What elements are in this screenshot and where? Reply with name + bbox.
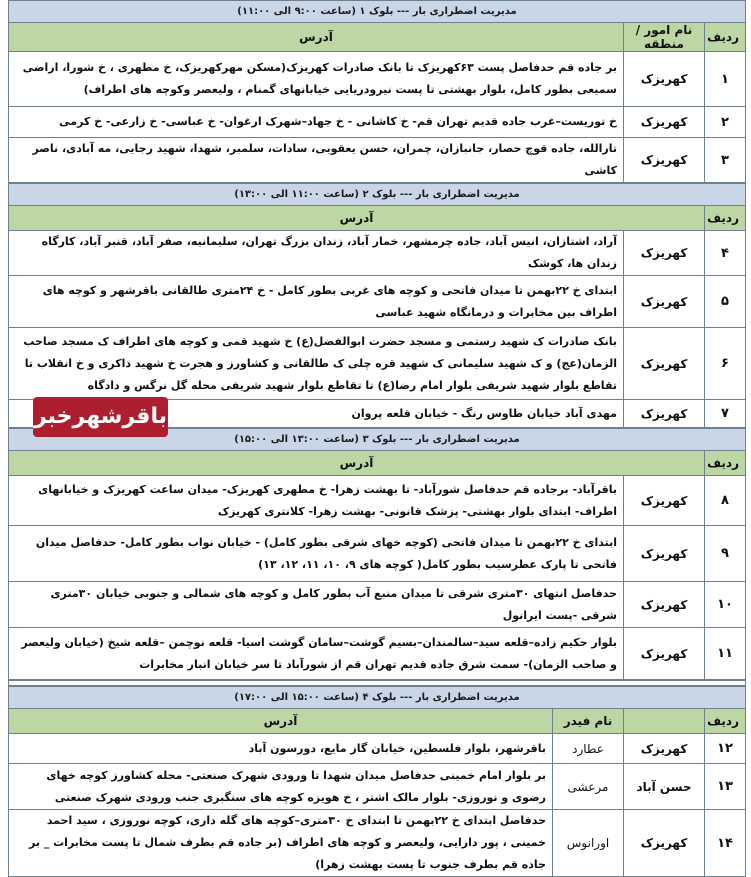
table-row [9,138,746,183]
block-3-table [8,428,746,680]
table-row [9,231,746,276]
zone-name: کهریزک [624,231,705,276]
table-header [9,709,746,734]
table-header [9,451,746,476]
table-row [9,628,746,680]
header-row-number: ردیف [705,23,746,52]
header-address: آدرس [9,451,705,476]
address-text: بلوار حکیم زاده–قلعه سید–سالمندان–بسیم گوشت–سامان گوشت اسیا- قلعه نوچمن –قلعه شیخ (خیابان ولیعصر و صاحب الزمان)- سمت شرق جاده قدیم تهران قم از شورآباد تا سر خیابان انبار مخابرات [9,628,624,680]
zone-name: حسن آباد [624,764,705,810]
row-number: ۲ [705,107,746,138]
address-text: حدفاصل انتهای ۳۰متری شرقی تا میدان منبع آب بطور کامل و کوچه های شمالی و جنوبی خیابان ۳۰متری شرقی -پست ایرانول [9,582,624,628]
row-number: ۵ [705,276,746,328]
block-2-table [8,183,746,428]
address-text: آراد، اشتازان، انیس آباد، جاده چرمشهر، خمار آباد، زندان بزرگ تهران، سلیمانیه، صفر آباد، قنبر آباد، کارگاه زندان ها، کوشک [9,231,624,276]
row-number: ۱۳ [705,764,746,810]
header-address: آدرس [9,709,553,734]
row-number: ۷ [705,400,746,428]
zone-name: کهریزک [624,107,705,138]
block-title: مدیریت اضطراری بار --- بلوک ۱ (ساعت ۹:۰۰ الی ۱۱:۰۰) [9,1,746,23]
row-number: ۸ [705,476,746,526]
zone-name: کهریزک [624,328,705,400]
address-text: باقرشهر، بلوار فلسطین، خیابان گاز مایع، دورسون آباد [9,734,553,764]
address-text: حدفاصل ابتدای خ ۲۲بهمن تا ابتدای خ ۳۰متری–کوچه های گله داری، کوچه نوروزی ، سید احمد خمینی ، پور دارایی، ولیعصر و کوچه های اطراف (بر جاده قم بطرف شمال تا پست مخابرات _ بر جاده قم بطرف جنوب تا پست بهشت زهرا) [9,810,553,877]
address-text: بر بلوار امام خمینی حدفاصل میدان شهدا تا ورودی شهرک صنعتی- محله کشاورز کوچه خهای رضوی و نوروزی- بلوار مالک اشتر ، خ هویزه کوچه های سنگبری جنب ورودی شهرک صنعتی [9,764,553,810]
address-text: بر جاده قم حدفاصل پست ۶۳کهریزک تا بانک صادرات کهریزک(مسکن مهرکهریزک، خ مطهری ، خ شورا، اراضی سمیعی بطور کامل، بلوار بهشتی تا پست نیرودریایی خیابانهای گمنام ، ولیعصر وکوچه های اطراف) [9,52,624,107]
row-number: ۴ [705,231,746,276]
address-text: بانک صادرات ک شهید رستمی و مسجد حضرت ابوالفضل(ع) خ شهید قمی و کوچه های اطراف ک مسجد صاحب الزمان(عج) و ک شهید سلیمانی ک شهید قره چلی ک طالقانی و کشاورز و هجرت خ شهید ذاکری و خ انقلاب تا تقاطع بلوار شهید شریفی بلوار امام رضا(ع) تا تقاطع بلوار شهید شریفی محله گل نرگس و دادگاه [9,328,624,400]
row-number: ۱۲ [705,734,746,764]
header-feeder: نام فیدر [553,709,624,734]
address-text: ابتدای خ ۲۲بهمن تا میدان فاتحی و کوچه های غربی بطور کامل - خ ۲۴متری طالقانی باقرشهر و کوچه های اطراف بین مخابرات و درمانگاه شهید عباسی [9,276,624,328]
header-row-number: ردیف [705,709,746,734]
row-number: ۶ [705,328,746,400]
table-row [9,764,746,810]
header-address: آدرس [9,206,705,231]
table-row [9,582,746,628]
block-title-bar [9,184,746,206]
row-number: ۳ [705,138,746,183]
header-row-number: ردیف [705,206,746,231]
zone-name: کهریزک [624,476,705,526]
table-row [9,476,746,526]
header-zone: نام امور / منطقه [624,23,705,52]
block-4-table [8,686,746,877]
feeder-name: عطارد [553,734,624,764]
table-row [9,526,746,582]
header-zone-blank [624,709,705,734]
address-text: خ توریست–غرب جاده قدیم تهران قم- خ کاشانی - خ جهاد–شهرک ارغوان- خ عباسی- خ زارعی- خ کرمی [9,107,624,138]
block-1-table [8,0,746,183]
row-number: ۱۱ [705,628,746,680]
table-row [9,810,746,877]
row-number: ۱ [705,52,746,107]
address-text: باقرآباد- برجاده قم حدفاصل شورآباد- تا بهشت زهرا- خ مطهری کهریزک- میدان ساعت کهریزک و خیابانهای اطراف- ابتدای بلوار بهشتی- پزشک قانونی- بهشت زهرا- کلانتری کهریزک [9,476,624,526]
header-address: آدرس [9,23,624,52]
zone-name: کهریزک [624,734,705,764]
block-title-bar [9,687,746,709]
table-header [9,23,746,52]
block-title-bar [9,1,746,23]
feeder-name: اورانوس [553,810,624,877]
row-number: ۱۴ [705,810,746,877]
zone-name: کهریزک [624,628,705,680]
zone-name: کهریزک [624,810,705,877]
row-number: ۱۰ [705,582,746,628]
block-title: مدیریت اضطراری بار --- بلوک ۳ (ساعت ۱۳:۰۰ الی ۱۵:۰۰) [9,429,746,451]
watermark-logo: باقرشهرخبر [33,397,168,437]
address-text: تارالله، جاده قوچ حصار، جانبازان، چمران، حسن یعقوبی، سادات، سلمبر، شهدا، شهید رجایی، مه آبادی، ناصر کاشی [9,138,624,183]
feeder-name: مرعشی [553,764,624,810]
zone-name: کهریزک [624,138,705,183]
table-row [9,107,746,138]
zone-name: کهریزک [624,276,705,328]
zone-name: کهریزک [624,526,705,582]
table-row [9,276,746,328]
table-row [9,52,746,107]
block-title: مدیریت اضطراری بار --- بلوک ۲ (ساعت ۱۱:۰۰ الی ۱۳:۰۰) [9,184,746,206]
block-title: مدیریت اضطراری بار --- بلوک ۴ (ساعت ۱۵:۰۰ الی ۱۷:۰۰) [9,687,746,709]
table-row [9,328,746,400]
zone-name: کهریزک [624,52,705,107]
row-number: ۹ [705,526,746,582]
table-header [9,206,746,231]
zone-name: کهریزک [624,400,705,428]
address-text: مهدی آباد خیابان طاوس رنگ - خیابان قلعه پروان [9,400,624,428]
table-row [9,734,746,764]
zone-name: کهریزک [624,582,705,628]
header-row-number: ردیف [705,451,746,476]
address-text: ابتدای خ ۲۲بهمن تا میدان فاتحی (کوچه خهای شرقی بطور کامل) - خیابان نواب بطور کامل- حدفاصل میدان فاتحی تا پارک عطرسیب بطور کامل( کوچه های ۹، ۱۰، ۱۱، ۱۲، ۱۳) [9,526,624,582]
